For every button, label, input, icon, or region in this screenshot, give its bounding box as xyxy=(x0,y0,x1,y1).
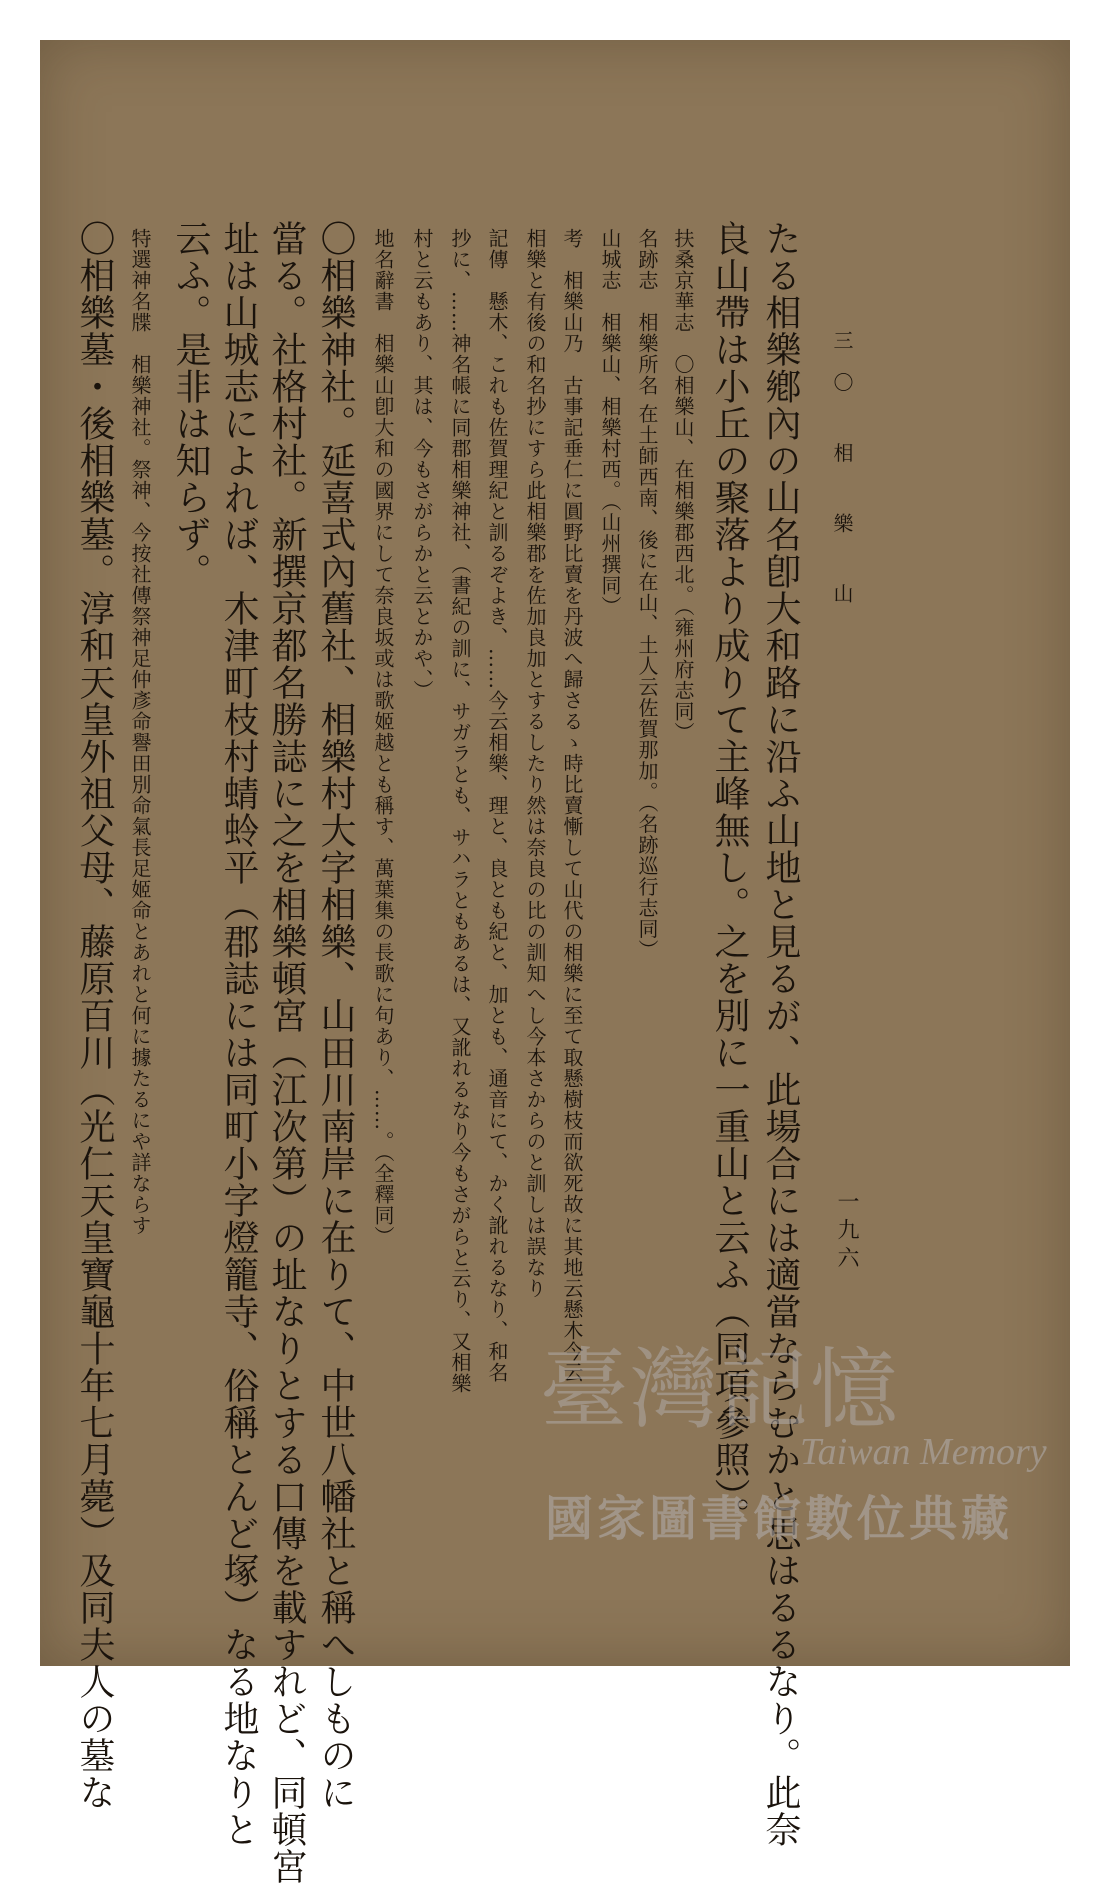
text-column-1: たる相樂鄕內の山名卽大和路に沿ふ山地と見るが、此場合には適當ならむかと思はるるなり。此奈 xyxy=(760,220,801,1848)
watermark-calligraphy: 臺灣記憶 xyxy=(540,1338,901,1441)
text-column-14: 址は山城志によれば、木津町枝村蜻蛉平（郡誌には同町小字燈籠寺、俗稱とんど塚）なる地なりと xyxy=(218,220,259,1848)
text-column-5: 山城志 相樂山、相樂村西。（山州撰同） xyxy=(598,228,622,617)
text-column-9: 抄に、……神名帳に同郡相樂神社、（書紀の訓に、サガラとも、サハラともあるは、又訛れるなり今もさがらと云り、又相樂 xyxy=(448,228,472,1394)
text-column-7: 相樂と有後の和名抄にすら此相樂郡を佐加良加とするしたり然は奈良の比の訓知へし今本さからのと訓しは誤なり xyxy=(523,228,547,1299)
text-column-10: 村と云もあり、其は、今もさがらかと云とかや、） xyxy=(410,228,434,701)
page-number: 一九六 xyxy=(834,1190,859,1274)
text-column-4: 名跡志 相樂所名 在土師西南、後に在山、土人云佐賀那加。（名跡巡行志同） xyxy=(635,228,659,961)
text-column-11: 地名辭書 相樂山卽大和の國界にして奈良坂或は歌姬越とも稱す、萬葉集の長歌に句あり、……。（全釋同） xyxy=(371,228,395,1247)
text-column-8: 記傳 懸木、これも佐賀理紀と訓るぞよき、……今云相樂、理と、良とも紀と、加とも、通音にて、かく訛れるなり、和名 xyxy=(485,228,509,1383)
text-column-2: 良山帶は小丘の聚落より成りて主峰無し。之を別に一重山と云ふ（同項參照）。 xyxy=(709,220,750,1534)
text-column-3: 扶桑京華志 〇相樂山、在相樂郡西北。（雍州府志同） xyxy=(671,228,695,743)
watermark-subtitle: 國家圖書館數位典藏 xyxy=(545,1491,1014,1547)
text-column-17: 〇相樂墓・後相樂墓。淳和天皇外祖父母、藤原百川（光仁天皇寶龜十年七月薨）及同夫人の墓な xyxy=(74,220,115,1811)
scanned-page xyxy=(40,40,1070,1885)
watermark-latin: Taiwan Memory xyxy=(800,1431,1047,1473)
text-column-15: 云ふ。是非は知らず。 xyxy=(170,220,211,590)
text-column-6: 考 相樂山乃 古事記垂仁に圓野比賣を丹波へ歸さるゝ時比賣慚して山代の相樂に至て取懸樹枝而欲死故に其地云懸木今云 xyxy=(560,228,584,1383)
text-column-13: 當る。社格村社。新撰京都名勝誌に之を相樂頓宮（江次第）の址なりとする口傳を載すれど、同頓宮 xyxy=(266,220,307,1885)
text-column-12: 〇相樂神社。延喜式內舊社、相樂村大字相樂、山田川南岸に在りて、中世八幡社と稱へしものに xyxy=(315,220,356,1811)
running-head: 三〇 相 樂 山 xyxy=(830,330,854,626)
text-column-16: 特選神名牒 相樂神社。祭神、今按社傳祭神足仲彥命譽田別命氣長足姬命とあれと何に據たるにや詳ならす xyxy=(128,228,152,1236)
